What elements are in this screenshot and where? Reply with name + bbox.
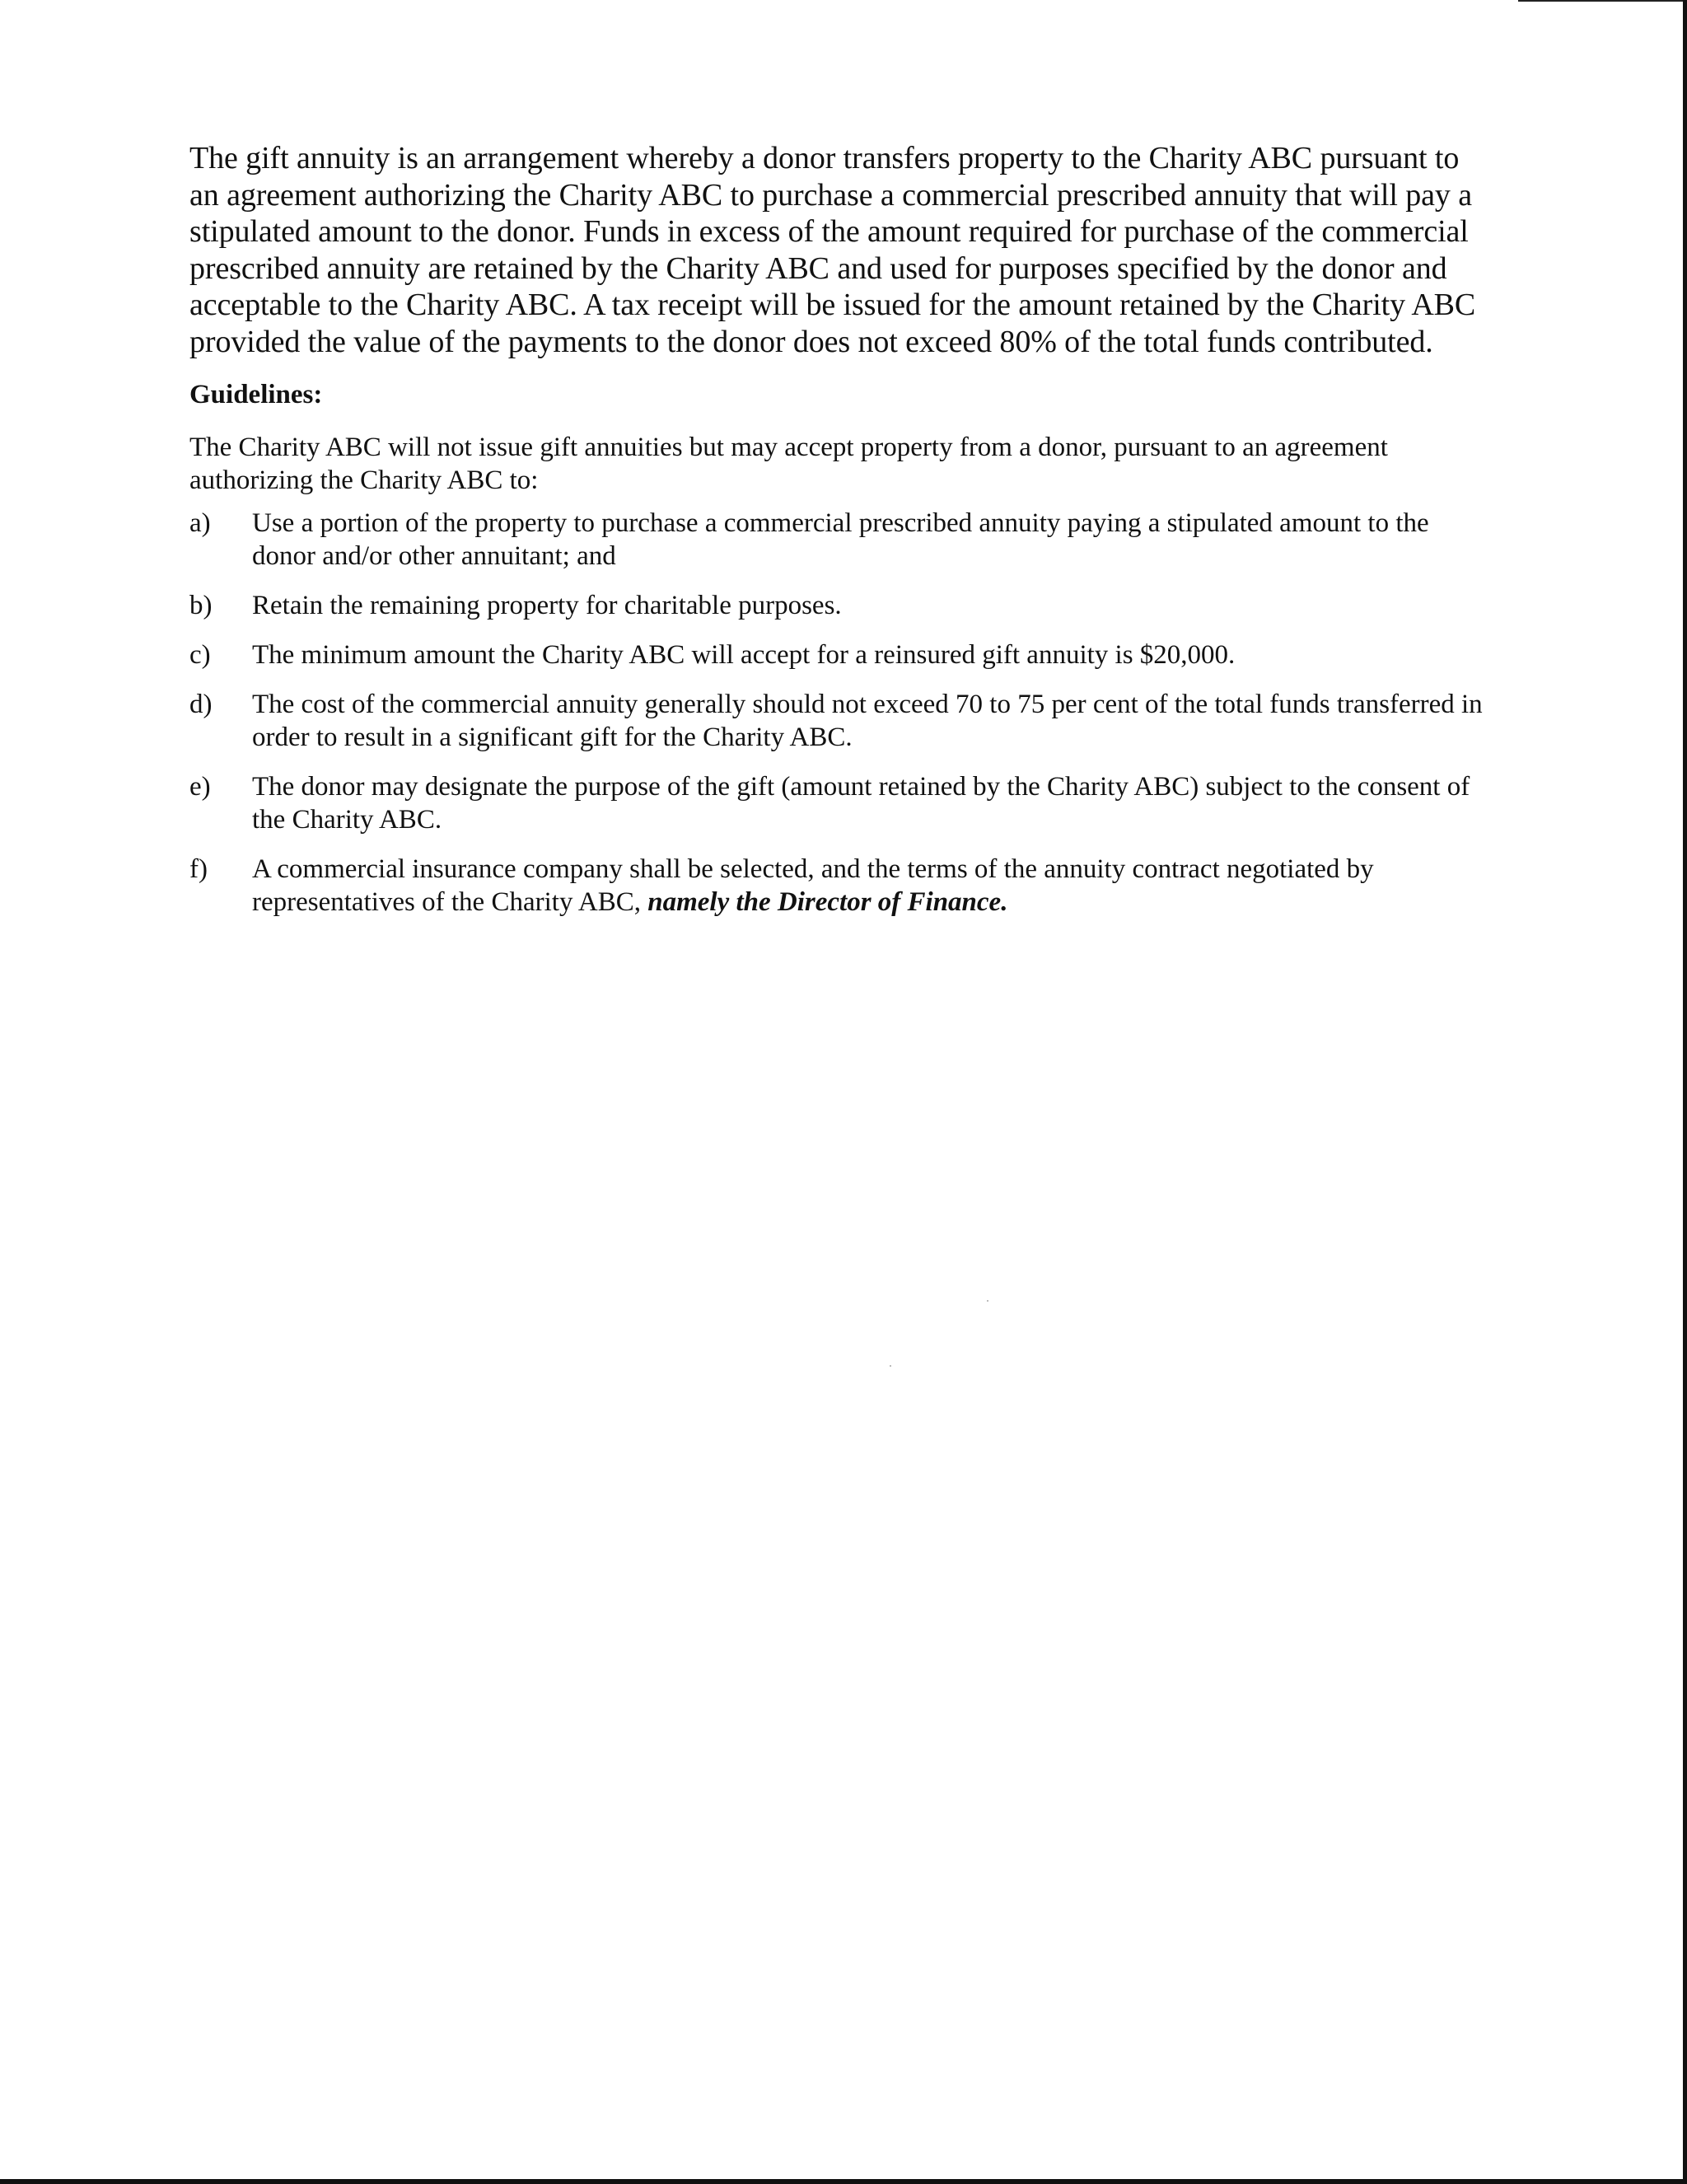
intro-paragraph: The gift annuity is an arrangement whereby a donor transfers property to the Charity ABC pursuant to an agreement authorizing the Charity ABC to purchase a commercial prescribed annuity that will pay a stipulated amount to the donor. Funds in excess of the amount required for purchase of the commercial prescribed annuity are retained by the Charity ABC and used for purposes specified by the donor and acceptable to the Charity ABC. A tax receipt will be issued for the amount retained by the Charity ABC provided the value of the payments to the donor does not exceed 80% of the total funds contributed.	[189, 141, 1476, 359]
list-item-text: The donor may designate the purpose of the gift (amount retained by the Charity ABC) subject to the consent of the Charity ABC.	[252, 772, 1470, 835]
list-item-text: Use a portion of the property to purchase a commercial prescribed annuity paying a stipulated amount to the donor and/or other annuitant; and	[252, 508, 1429, 571]
scan-edge-bottom	[0, 2179, 1687, 2184]
list-item-text: A commercial insurance company shall be selected, and the terms of the annuity contract negotiated by representatives of the Charity ABC,	[252, 854, 1374, 917]
list-marker: e)	[189, 772, 211, 802]
list-item-emphasis: namely the Director of Finance.	[647, 887, 1008, 917]
document-body	[189, 140, 1491, 935]
list-marker: d)	[189, 690, 213, 719]
list-item-f	[189, 853, 1491, 919]
list-marker: c)	[189, 640, 211, 670]
scan-edge-top	[1518, 0, 1687, 2]
list-item-e	[189, 770, 1491, 836]
scan-speck	[987, 1300, 988, 1302]
guidelines-heading: Guidelines:	[189, 380, 323, 409]
list-item-a	[189, 507, 1491, 573]
list-item-c	[189, 638, 1491, 671]
list-item-b	[189, 589, 1491, 622]
list-item-d	[189, 688, 1491, 754]
list-item-text: The cost of the commercial annuity generally should not exceed 70 to 75 per cent of the total funds transferred in order to result in a significant gift for the Charity ABC.	[252, 690, 1483, 752]
list-marker: a)	[189, 508, 211, 538]
list-item-text: The minimum amount the Charity ABC will accept for a reinsured gift annuity is $20,000.	[252, 640, 1236, 670]
scan-speck	[890, 1365, 891, 1367]
guidelines-intro: The Charity ABC will not issue gift annuities but may accept property from a donor, pursuant to an agreement authorizing the Charity ABC to:	[189, 433, 1388, 495]
list-marker: f)	[189, 854, 208, 884]
scan-edge-right	[1683, 0, 1687, 2184]
list-item-text: Retain the remaining property for charitable purposes.	[252, 591, 842, 620]
list-marker: b)	[189, 591, 213, 620]
guidelines-list	[189, 507, 1491, 919]
